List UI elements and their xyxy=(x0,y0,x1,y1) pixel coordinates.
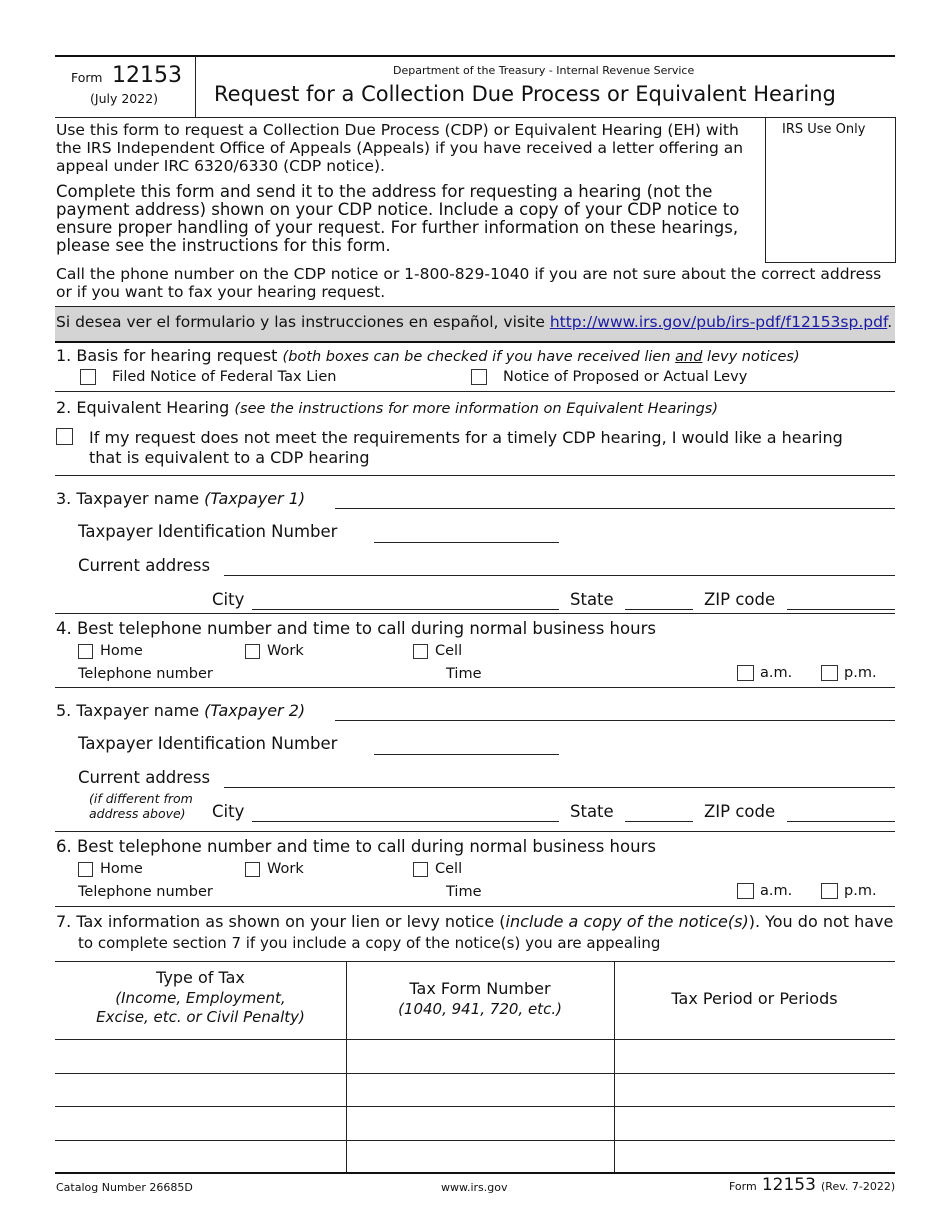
col-type-of-tax-sub-1: (Income, Employment, xyxy=(115,989,286,1007)
checkbox-phone1-work[interactable] xyxy=(245,644,260,659)
col-tax-period-header xyxy=(614,989,895,1008)
taxpayer1-city-field[interactable] xyxy=(252,609,559,610)
footer-rev: (Rev. 7-2022) xyxy=(821,1180,896,1193)
form-number: 12153 xyxy=(112,63,182,88)
phone1-cell-label: Cell xyxy=(435,643,463,659)
top-rule xyxy=(55,55,895,57)
taxpayer1-zip-label: ZIP code xyxy=(704,590,776,609)
section-7-heading xyxy=(56,912,893,931)
table-cell[interactable] xyxy=(614,1040,895,1073)
phone2-time-label: Time xyxy=(446,884,482,900)
table-cell[interactable] xyxy=(346,1141,614,1172)
checkbox-equivalent-hearing[interactable] xyxy=(56,428,73,445)
checkbox-federal-tax-lien[interactable] xyxy=(80,369,96,385)
table-cell[interactable] xyxy=(55,1040,346,1073)
footer-form-number: 12153 xyxy=(761,1175,816,1195)
table-cell[interactable] xyxy=(346,1107,614,1140)
rule-s1 xyxy=(55,391,895,392)
checkbox-phone1-pm[interactable] xyxy=(821,665,838,681)
table-top-rule xyxy=(55,961,895,962)
taxpayer1-tin-label: Taxpayer Identification Number xyxy=(78,522,338,541)
phone2-am-label: a.m. xyxy=(760,883,793,899)
phone1-pm-label: p.m. xyxy=(844,665,877,681)
taxpayer2-address-label: Current address xyxy=(78,768,211,787)
rule-s4 xyxy=(55,687,895,688)
taxpayer2-city-field[interactable] xyxy=(252,821,559,822)
form-label: Form xyxy=(71,70,103,85)
taxpayer2-tin-field[interactable] xyxy=(374,754,559,755)
rule-s5 xyxy=(55,831,895,832)
taxpayer2-address-field[interactable] xyxy=(224,787,895,788)
taxpayer1-city-label: City xyxy=(212,590,245,609)
section-2-heading xyxy=(56,398,718,417)
section-3-heading xyxy=(56,489,305,508)
rule-s3 xyxy=(55,613,895,614)
phone1-telephone-label: Telephone number xyxy=(78,666,213,682)
section-1-note-and: and xyxy=(675,349,703,365)
table-cell[interactable] xyxy=(55,1074,346,1107)
phone2-pm-label: p.m. xyxy=(844,883,877,899)
section-1-note-b: levy notices) xyxy=(702,349,800,365)
taxpayer1-name-field[interactable] xyxy=(335,508,895,509)
if-different-line-1: (if different from xyxy=(89,791,193,806)
section-1-note-a: (both boxes can be checked if you have received lien xyxy=(282,349,676,365)
phone1-am-label: a.m. xyxy=(760,665,793,681)
section-5-heading xyxy=(56,701,305,720)
table-cell[interactable] xyxy=(346,1040,614,1073)
phone2-cell-label: Cell xyxy=(435,861,463,877)
table-cell[interactable] xyxy=(614,1141,895,1172)
intro-paragraph-1: Use this form to request a Collection Due Process (CDP) or Equivalent Hearing (EH) with the IRS Independent Office of Appeals (Appeals) if you have received a letter offering an appeal under IRC 6320/6330 (CDP notice). xyxy=(56,121,744,175)
rule-s2 xyxy=(55,475,895,476)
footer-form-id xyxy=(729,1175,895,1195)
section-3-note: (Taxpayer 1) xyxy=(204,489,306,508)
col-type-of-tax-sub-2: Excise, etc. or Civil Penalty) xyxy=(96,1008,305,1026)
section-7-label-italic: include a copy of the notice(s) xyxy=(505,912,749,931)
section-7-label-a: 7. Tax information as shown on your lien or levy notice ( xyxy=(56,912,506,931)
irs-use-only-box xyxy=(765,117,896,263)
taxpayer2-state-label: State xyxy=(570,802,614,821)
phone1-home-label: Home xyxy=(100,643,143,659)
equivalent-hearing-line-2: that is equivalent to a CDP hearing xyxy=(89,448,370,467)
form-date: (July 2022) xyxy=(90,91,159,106)
irs-use-only-label: IRS Use Only xyxy=(782,122,866,137)
phone1-time-label: Time xyxy=(446,666,482,682)
header-divider xyxy=(195,56,196,117)
label-levy: Notice of Proposed or Actual Levy xyxy=(503,369,748,385)
checkbox-phone1-cell[interactable] xyxy=(413,644,428,659)
table-cell[interactable] xyxy=(55,1141,346,1172)
col-type-of-tax-title: Type of Tax xyxy=(156,968,245,987)
form-title: Request for a Collection Due Process or Equivalent Hearing xyxy=(214,82,836,106)
col-tax-form-number-header xyxy=(346,979,614,1018)
phone1-work-label: Work xyxy=(267,643,304,659)
taxpayer1-address-label: Current address xyxy=(78,556,211,575)
section-1-heading xyxy=(56,346,800,365)
checkbox-levy[interactable] xyxy=(471,369,487,385)
checkbox-phone2-home[interactable] xyxy=(78,862,93,877)
table-cell[interactable] xyxy=(614,1074,895,1107)
taxpayer1-state-field[interactable] xyxy=(625,609,693,610)
checkbox-phone2-am[interactable] xyxy=(737,883,754,899)
section-5-note: (Taxpayer 2) xyxy=(204,701,306,720)
taxpayer1-state-label: State xyxy=(570,590,614,609)
col-tax-period-title: Tax Period or Periods xyxy=(671,989,838,1008)
table-cell[interactable] xyxy=(346,1074,614,1107)
section-6-heading: 6. Best telephone number and time to call during normal business hours xyxy=(56,837,656,856)
equivalent-hearing-line-1: If my request does not meet the requirements for a timely CDP hearing, I would like a hearing xyxy=(89,428,843,447)
footer-website: www.irs.gov xyxy=(441,1181,508,1194)
table-bottom-rule xyxy=(55,1172,895,1174)
spanish-text: Si desea ver el formulario y las instrucciones en español, visite xyxy=(56,313,550,331)
section-2-label: 2. Equivalent Hearing xyxy=(56,398,235,417)
rule-s6 xyxy=(55,906,895,907)
intro-paragraph-2: Complete this form and send it to the address for requesting a hearing (not the payment address) shown on your CDP notice. Include a copy of your CDP notice to ensure proper handling of your request. For further information on these hearings, please see the instructions for this form. xyxy=(56,182,740,255)
footer-form-label: Form xyxy=(729,1180,757,1193)
col-tax-form-number-title: Tax Form Number xyxy=(409,979,551,998)
department: Department of the Treasury - Internal Revenue Service xyxy=(393,64,695,77)
spanish-end: . xyxy=(887,313,893,331)
spanish-form-link[interactable]: http://www.irs.gov/pub/irs-pdf/f12153sp.pdf xyxy=(549,313,888,331)
checkbox-phone2-pm[interactable] xyxy=(821,883,838,899)
intro-paragraph-3: Call the phone number on the CDP notice or 1-800-829-1040 if you are not sure about the correct address or if you want to fax your hearing request. xyxy=(56,265,882,301)
checkbox-phone1-am[interactable] xyxy=(737,665,754,681)
checkbox-phone2-work[interactable] xyxy=(245,862,260,877)
label-federal-tax-lien: Filed Notice of Federal Tax Lien xyxy=(112,369,337,385)
section-2-note: (see the instructions for more information on Equivalent Hearings) xyxy=(234,401,718,417)
phone2-telephone-label: Telephone number xyxy=(78,884,213,900)
taxpayer1-tin-field[interactable] xyxy=(374,542,559,543)
checkbox-phone1-home[interactable] xyxy=(78,644,93,659)
checkbox-phone2-cell[interactable] xyxy=(413,862,428,877)
table-cell[interactable] xyxy=(614,1107,895,1140)
taxpayer2-tin-label: Taxpayer Identification Number xyxy=(78,734,338,753)
catalog-number: Catalog Number 26685D xyxy=(56,1181,193,1194)
phone2-home-label: Home xyxy=(100,861,143,877)
section-7-line-2: to complete section 7 if you include a copy of the notice(s) you are appealing xyxy=(78,934,661,952)
col-type-of-tax-header xyxy=(55,968,346,1026)
section-3-label: 3. Taxpayer name xyxy=(56,489,205,508)
section-5-label: 5. Taxpayer name xyxy=(56,701,205,720)
taxpayer2-zip-field[interactable] xyxy=(787,821,895,822)
if-different-line-2: address above) xyxy=(89,806,186,821)
phone2-work-label: Work xyxy=(267,861,304,877)
section-7-label-b: ). You do not have xyxy=(748,912,894,931)
col-tax-form-number-sub: (1040, 941, 720, etc.) xyxy=(398,1000,562,1018)
spanish-banner-text xyxy=(56,313,892,331)
taxpayer2-zip-label: ZIP code xyxy=(704,802,776,821)
taxpayer2-city-label: City xyxy=(212,802,245,821)
taxpayer2-state-field[interactable] xyxy=(625,821,693,822)
taxpayer2-name-field[interactable] xyxy=(335,720,895,721)
taxpayer1-zip-field[interactable] xyxy=(787,609,895,610)
table-cell[interactable] xyxy=(55,1107,346,1140)
section-1-label: 1. Basis for hearing request xyxy=(56,346,283,365)
section-4-heading: 4. Best telephone number and time to call during normal business hours xyxy=(56,619,656,638)
tax-info-table-body xyxy=(55,1040,895,1172)
taxpayer1-address-field[interactable] xyxy=(224,575,895,576)
